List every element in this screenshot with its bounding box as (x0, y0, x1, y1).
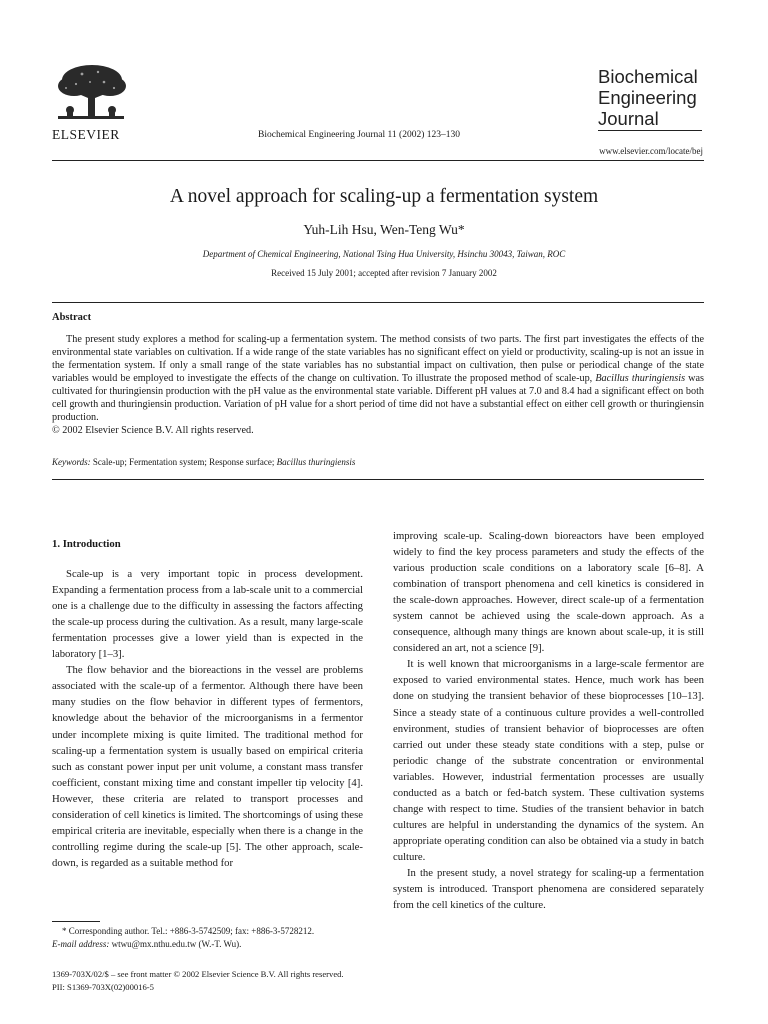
received-dates: Received 15 July 2001; accepted after revision 7 January 2002 (271, 268, 497, 278)
paragraph: improving scale-up. Scaling-down bioreactors have been employed widely to find the key process parameters and study the effects of the various production scale conditions on a laboratory scale [6–8]. A combination of transport phenomena and cell kinetics is considered in the scale-down approaches. However, direct scale-up of a fermentation system cannot be achieved using the scale-down approach. As a consequence, although many things are known about scale-up, it is still considered an art, not a science [9]. (393, 530, 704, 655)
article-authors: Yuh-Lih Hsu, Wen-Teng Wu* (303, 222, 465, 237)
keywords-italic: Bacillus thuringiensis (276, 457, 356, 467)
footnote-divider (52, 921, 100, 922)
elsevier-tree-logo (52, 62, 130, 129)
body-column-right (393, 528, 704, 913)
publisher-name: ELSEVIER (52, 127, 120, 142)
abstract-text-part-2: was cultivated for thuringiensin production with the pH value as the environmental state variable. Different pH values at 7.0 and 8.4 had a significant effect on both cell growth and thuringiensin production. Variation of pH value for a short period of time did not have a substantial effect on either cell growth or thuringiensin production. (52, 373, 705, 423)
author-affiliation: Department of Chemical Engineering, National Tsing Hua University, Hsinchu 30043, Taiwan, ROC (202, 249, 566, 259)
header-divider (52, 160, 704, 161)
article-title: A novel approach for scaling-up a fermentation system (169, 186, 599, 207)
body-column-left (52, 536, 363, 871)
footnote (52, 925, 372, 951)
journal-logo-line-2: Engineering (598, 87, 697, 108)
journal-logo-line-1: Biochemical (598, 66, 698, 87)
journal-logo (598, 66, 698, 129)
abstract-organism: Bacillus thuringiensis (595, 373, 686, 384)
abstract-text-part-1: The present study explores a method for scaling-up a fermentation system. The method consists of two parts. The first part investigates the effects of the environmental state variables on cultivation. If a wide range of the state variables has no significant effect on yield or productivity, scaling-up is not an issue in the fermentation system. If only a small range of the state variables has no substantial impact on cultivation, then pulse or periodical change of the state variables would be employed to investigate the effects of the change on cultivation. To illustrate the proposed method of scale-up, (52, 334, 704, 384)
paragraph: In the present study, a novel strategy for scaling-up a fermentation system is introduced. Transport phenomena are considered separately from the cell kinetics of the culture. (393, 866, 704, 912)
footnote-email-value[interactable]: wtwu@mx.nthu.edu.tw (W.-T. Wu). (109, 939, 242, 949)
front-matter-line-1: 1369-703X/02/$ – see front matter © 2002 Elsevier Science B.V. All rights reserved. (52, 969, 344, 979)
journal-url-link[interactable]: www.elsevier.com/locate/bej (599, 146, 703, 156)
journal-logo-line-3: Journal (598, 108, 659, 129)
abstract-bottom-divider (52, 479, 704, 480)
abstract-text (52, 333, 704, 437)
front-matter (52, 968, 344, 994)
keywords (52, 457, 355, 467)
paragraph: The flow behavior and the bioreactions in the vessel are problems associated with the scale-up of a fermentor. Although there have been many studies on the flow behavior in different types of fermentors, knowledge about the behavior of the microorganisms in a fermentor under incomplete mixing is quite limited. The traditional method for scaling-up a fermentation system is usually based on empirical criteria such as constant power input per unit volume, a constant mass transfer coefficient, constant mixing time and constant impeller tip velocity [4]. However, these criteria are related to transport processes and consideration of cell kinetics is limited. The shortcomings of using these empirical criteria are inevitable, especially when there is a change in the controlling regime during the scale-up [5]. The other approach, scale-down, is regarded as a suitable method for (52, 664, 363, 869)
abstract-heading: Abstract (52, 312, 92, 323)
paragraph: Scale-up is a very important topic in process development. Expanding a fermentation process from a lab-scale unit to a commercial one is a challenge due to the difficulty in assessing the factors affecting the scale-up process during the cultivation. As a result, many large-scale fermentation processes give a lower yield than is expected in the laboratory [1–3]. (52, 568, 363, 661)
section-heading-introduction: 1. Introduction (52, 538, 121, 550)
footnote-corresponding: * Corresponding author. Tel.: +886-3-5742509; fax: +886-3-5728212. (62, 926, 315, 936)
footnote-email-label: E-mail address: (52, 939, 110, 949)
keywords-label: Keywords: (52, 457, 91, 467)
keywords-text: Scale-up; Fermentation system; Response surface; (90, 457, 277, 467)
paragraph: It is well known that microorganisms in a large-scale fermentor are exposed to varied environmental states. Hence, much work has been done on studying the transient behavior of these bioprocesses [10–13]. Since a steady state of a continuous culture provides a well-controlled environment, studies of transient behavior of bioprocesses are often carried out under these steady state conditions with a step, pulse or periodic change of the substrate concentration or environmental variables. However, industrial fermentation processes are usually conducted as a batch or fed-batch system. These cultivation systems change with respect to time. Studies of the transient behavior in batch cultures are helpful in understanding the dynamics of the system. An appropriate operating condition can also be obtained via a study in batch culture. (393, 658, 704, 863)
abstract-copyright: © 2002 Elsevier Science B.V. All rights reserved. (52, 425, 254, 436)
front-matter-pii: PII: S1369-703X(02)00016-5 (52, 982, 154, 992)
abstract-top-divider (52, 302, 704, 303)
journal-citation: Biochemical Engineering Journal 11 (2002) 123–130 (258, 130, 461, 140)
journal-logo-underline (598, 130, 702, 131)
footnote-email (52, 938, 372, 951)
